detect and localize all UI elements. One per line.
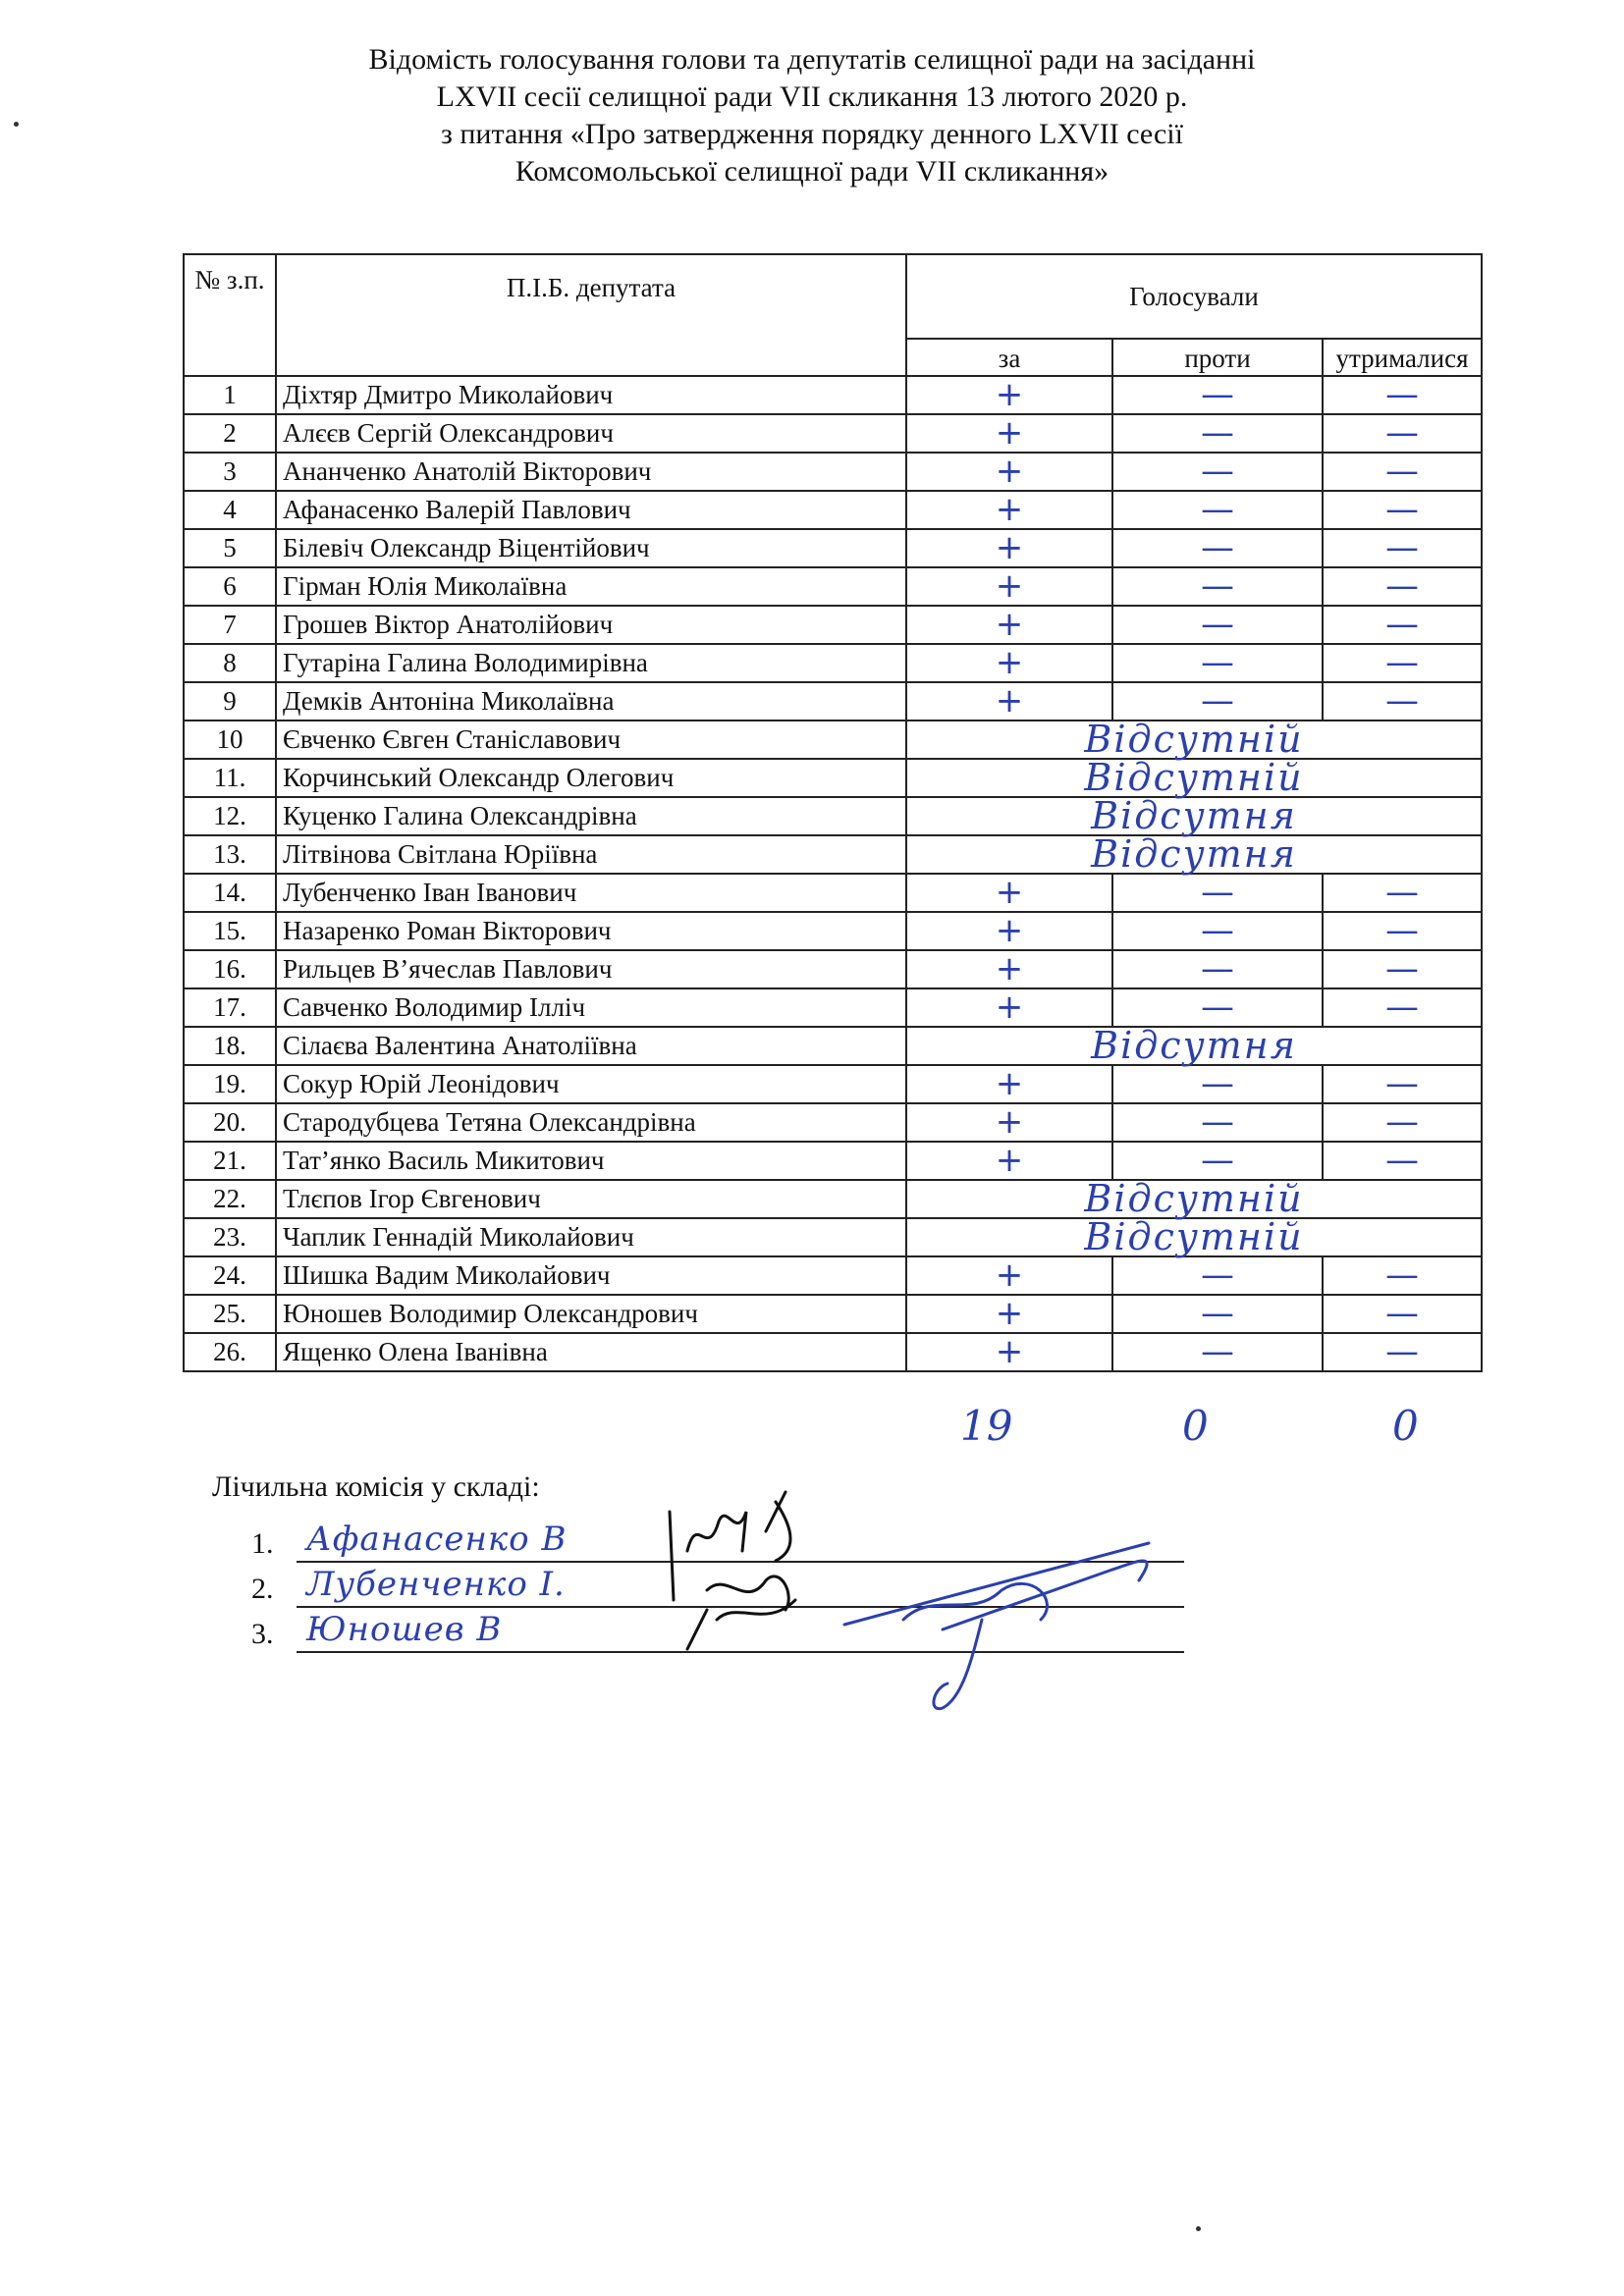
row-number: 14. xyxy=(184,874,276,912)
vote-for-mark: + xyxy=(906,1142,1112,1180)
table-row xyxy=(184,1103,1482,1142)
vote-abstain-mark: — xyxy=(1323,1103,1482,1142)
deputy-name: Чаплик Геннадій Миколайович xyxy=(276,1218,906,1256)
row-number: 19. xyxy=(184,1065,276,1103)
vote-against-mark: — xyxy=(1112,682,1323,721)
vote-against-mark: — xyxy=(1112,1256,1323,1295)
vote-abstain-mark: — xyxy=(1323,491,1482,529)
vote-against-mark: — xyxy=(1112,1142,1323,1180)
row-number: 22. xyxy=(184,1180,276,1218)
vote-for-mark: + xyxy=(906,912,1112,950)
row-number: 26. xyxy=(184,1333,276,1371)
deputy-name: Юношев Володимир Олександрович xyxy=(276,1295,906,1333)
deputy-name: Білевіч Олександр Віцентійович xyxy=(276,529,906,567)
row-number: 1 xyxy=(184,376,276,414)
table-row xyxy=(184,453,1482,491)
vote-totals xyxy=(0,1402,1624,1451)
row-number: 6 xyxy=(184,567,276,606)
row-number: 17. xyxy=(184,988,276,1027)
vote-for-mark: + xyxy=(906,606,1112,644)
table-row xyxy=(184,1218,1482,1256)
handwritten-signatures xyxy=(648,1472,1198,1728)
row-number: 10 xyxy=(184,721,276,759)
vote-against-mark: — xyxy=(1112,1333,1323,1371)
row-number: 7 xyxy=(184,606,276,644)
vote-abstain-mark: — xyxy=(1323,682,1482,721)
deputy-name: Гірман Юлія Миколаївна xyxy=(276,567,906,606)
total-abstain: 0 xyxy=(1392,1402,1419,1450)
vote-for-mark: + xyxy=(906,950,1112,988)
row-number: 2 xyxy=(184,414,276,453)
header-against: проти xyxy=(1112,339,1323,376)
vote-for-mark: + xyxy=(906,1295,1112,1333)
member-number: 1. xyxy=(251,1527,274,1560)
total-against: 0 xyxy=(1182,1402,1209,1450)
deputy-name: Лубенченко Іван Іванович xyxy=(276,874,906,912)
deputy-name: Афанасенко Валерій Павлович xyxy=(276,491,906,529)
signature-stroke xyxy=(670,1512,674,1600)
vote-for-mark: + xyxy=(906,453,1112,491)
vote-for-mark: + xyxy=(906,376,1112,414)
vote-against-mark: — xyxy=(1112,491,1323,529)
vote-for-mark: + xyxy=(906,988,1112,1027)
voting-table xyxy=(183,253,1483,1372)
header-abstain: утрималися xyxy=(1323,339,1482,376)
vote-against-mark: — xyxy=(1112,529,1323,567)
vote-against-mark: — xyxy=(1112,1103,1323,1142)
vote-for-mark: + xyxy=(906,1333,1112,1371)
vote-against-mark: — xyxy=(1112,950,1323,988)
vote-abstain-mark: — xyxy=(1323,567,1482,606)
vote-against-mark: — xyxy=(1112,1065,1323,1103)
deputy-name: Демків Антоніна Миколаївна xyxy=(276,682,906,721)
signature-stroke xyxy=(766,1492,790,1561)
vote-against-mark: — xyxy=(1112,606,1323,644)
row-number: 13. xyxy=(184,835,276,874)
row-number: 25. xyxy=(184,1295,276,1333)
vote-abstain-mark: — xyxy=(1323,644,1482,682)
signature-stroke xyxy=(707,1576,788,1610)
deputy-name: Сокур Юрій Леонідович xyxy=(276,1065,906,1103)
table-row xyxy=(184,1333,1482,1371)
row-number: 15. xyxy=(184,912,276,950)
vote-abstain-mark: — xyxy=(1323,453,1482,491)
vote-abstain-mark: — xyxy=(1323,606,1482,644)
table-row xyxy=(184,797,1482,835)
deputy-name: Євченко Євген Станіславович xyxy=(276,721,906,759)
table-row xyxy=(184,950,1482,988)
row-number: 23. xyxy=(184,1218,276,1256)
vote-against-mark: — xyxy=(1112,912,1323,950)
table-row xyxy=(184,414,1482,453)
vote-abstain-mark: — xyxy=(1323,1295,1482,1333)
row-number: 24. xyxy=(184,1256,276,1295)
deputy-name: Савченко Володимир Ілліч xyxy=(276,988,906,1027)
vote-for-mark: + xyxy=(906,414,1112,453)
table-row xyxy=(184,1142,1482,1180)
member-name: Юношев В xyxy=(306,1610,503,1649)
title-line-3: з питання «Про затвердження порядку денного LXVII сесії xyxy=(441,118,1183,150)
table-row xyxy=(184,644,1482,682)
row-number: 5 xyxy=(184,529,276,567)
deputy-name: Шишка Вадим Миколайович xyxy=(276,1256,906,1295)
total-for: 19 xyxy=(960,1402,1013,1450)
deputy-name: Діхтяр Дмитро Миколайович xyxy=(276,376,906,414)
vote-against-mark: — xyxy=(1112,376,1323,414)
signature-stroke xyxy=(687,1512,746,1551)
vote-against-mark: — xyxy=(1112,644,1323,682)
row-number: 8 xyxy=(184,644,276,682)
row-number: 16. xyxy=(184,950,276,988)
row-number: 11. xyxy=(184,759,276,797)
document-title xyxy=(0,41,1624,190)
member-name: Афанасенко В xyxy=(306,1520,568,1559)
deputy-name: Алєєв Сергій Олександрович xyxy=(276,414,906,453)
voting-table-body xyxy=(184,376,1482,1371)
deputy-name: Рильцев В’ячеслав Павлович xyxy=(276,950,906,988)
deputy-name: Гутаріна Галина Володимирівна xyxy=(276,644,906,682)
row-number: 18. xyxy=(184,1027,276,1065)
deputy-name: Тлєпов Ігор Євгенович xyxy=(276,1180,906,1218)
vote-for-mark: + xyxy=(906,1065,1112,1103)
table-row xyxy=(184,376,1482,414)
vote-against-mark: — xyxy=(1112,1295,1323,1333)
absent-note: Відсутній xyxy=(906,759,1482,797)
row-number: 3 xyxy=(184,453,276,491)
table-row xyxy=(184,529,1482,567)
table-row xyxy=(184,721,1482,759)
deputy-name: Корчинський Олександр Олегович xyxy=(276,759,906,797)
table-row xyxy=(184,682,1482,721)
vote-abstain-mark: — xyxy=(1323,1142,1482,1180)
title-line-1: Відомість голосування голови та депутатів селищної ради на засіданні xyxy=(368,43,1256,76)
deputy-name: Ананченко Анатолій Вікторович xyxy=(276,453,906,491)
vote-for-mark: + xyxy=(906,567,1112,606)
absent-note: Відсутній xyxy=(906,721,1482,759)
table-row xyxy=(184,874,1482,912)
table-row xyxy=(184,1180,1482,1218)
table-row xyxy=(184,759,1482,797)
deputy-name: Літвінова Світлана Юріївна xyxy=(276,835,906,874)
member-number: 2. xyxy=(251,1573,274,1605)
row-number: 21. xyxy=(184,1142,276,1180)
table-row xyxy=(184,1027,1482,1065)
vote-for-mark: + xyxy=(906,874,1112,912)
vote-abstain-mark: — xyxy=(1323,988,1482,1027)
row-number: 9 xyxy=(184,682,276,721)
header-name: П.І.Б. депутата xyxy=(276,254,906,376)
vote-against-mark: — xyxy=(1112,414,1323,453)
table-row xyxy=(184,1256,1482,1295)
deputy-name: Грошев Віктор Анатолійович xyxy=(276,606,906,644)
table-row xyxy=(184,491,1482,529)
vote-against-mark: — xyxy=(1112,453,1323,491)
table-row xyxy=(184,835,1482,874)
vote-abstain-mark: — xyxy=(1323,1333,1482,1371)
table-row xyxy=(184,1295,1482,1333)
vote-abstain-mark: — xyxy=(1323,529,1482,567)
row-number: 4 xyxy=(184,491,276,529)
vote-abstain-mark: — xyxy=(1323,950,1482,988)
absent-note: Відсутня xyxy=(906,797,1482,835)
deputy-name: Куценко Галина Олександрівна xyxy=(276,797,906,835)
table-row xyxy=(184,567,1482,606)
signature-stroke xyxy=(934,1620,982,1709)
vote-abstain-mark: — xyxy=(1323,1065,1482,1103)
deputy-name: Стародубцева Тетяна Олександрівна xyxy=(276,1103,906,1142)
absent-note: Відсутня xyxy=(906,1027,1482,1065)
title-line-4: Комсомольської селищної ради VII скликання» xyxy=(514,155,1110,187)
header-voted: Голосували xyxy=(906,254,1482,339)
absent-note: Відсутня xyxy=(906,835,1482,874)
vote-against-mark: — xyxy=(1112,567,1323,606)
header-number: № з.п. xyxy=(184,254,276,376)
scan-speck xyxy=(1196,2226,1201,2231)
table-row xyxy=(184,988,1482,1027)
row-number: 20. xyxy=(184,1103,276,1142)
absent-note: Відсутній xyxy=(906,1180,1482,1218)
table-row xyxy=(184,912,1482,950)
vote-for-mark: + xyxy=(906,491,1112,529)
vote-abstain-mark: — xyxy=(1323,912,1482,950)
vote-against-mark: — xyxy=(1112,988,1323,1027)
vote-abstain-mark: — xyxy=(1323,414,1482,453)
commission-label: Лічильна комісія у складі: xyxy=(212,1470,540,1503)
row-number: 12. xyxy=(184,797,276,835)
vote-for-mark: + xyxy=(906,529,1112,567)
vote-abstain-mark: — xyxy=(1323,376,1482,414)
signature-stroke xyxy=(844,1543,1149,1625)
deputy-name: Ященко Олена Іванівна xyxy=(276,1333,906,1371)
vote-for-mark: + xyxy=(906,1103,1112,1142)
vote-for-mark: + xyxy=(906,1256,1112,1295)
vote-abstain-mark: — xyxy=(1323,1256,1482,1295)
vote-against-mark: — xyxy=(1112,874,1323,912)
table-row xyxy=(184,606,1482,644)
member-name: Лубенченко І. xyxy=(306,1565,566,1604)
table-row xyxy=(184,1065,1482,1103)
vote-abstain-mark: — xyxy=(1323,874,1482,912)
signature-stroke xyxy=(687,1600,795,1649)
vote-for-mark: + xyxy=(906,682,1112,721)
header-for: за xyxy=(906,339,1112,376)
deputy-name: Сілаєва Валентина Анатоліївна xyxy=(276,1027,906,1065)
scan-speck xyxy=(14,122,19,127)
deputy-name: Назаренко Роман Вікторович xyxy=(276,912,906,950)
deputy-name: Тат’янко Василь Микитович xyxy=(276,1142,906,1180)
absent-note: Відсутній xyxy=(906,1218,1482,1256)
vote-for-mark: + xyxy=(906,644,1112,682)
title-line-2: LXVII сесії селищної ради VII скликання 13 лютого 2020 р. xyxy=(436,80,1188,113)
member-number: 3. xyxy=(251,1618,274,1650)
